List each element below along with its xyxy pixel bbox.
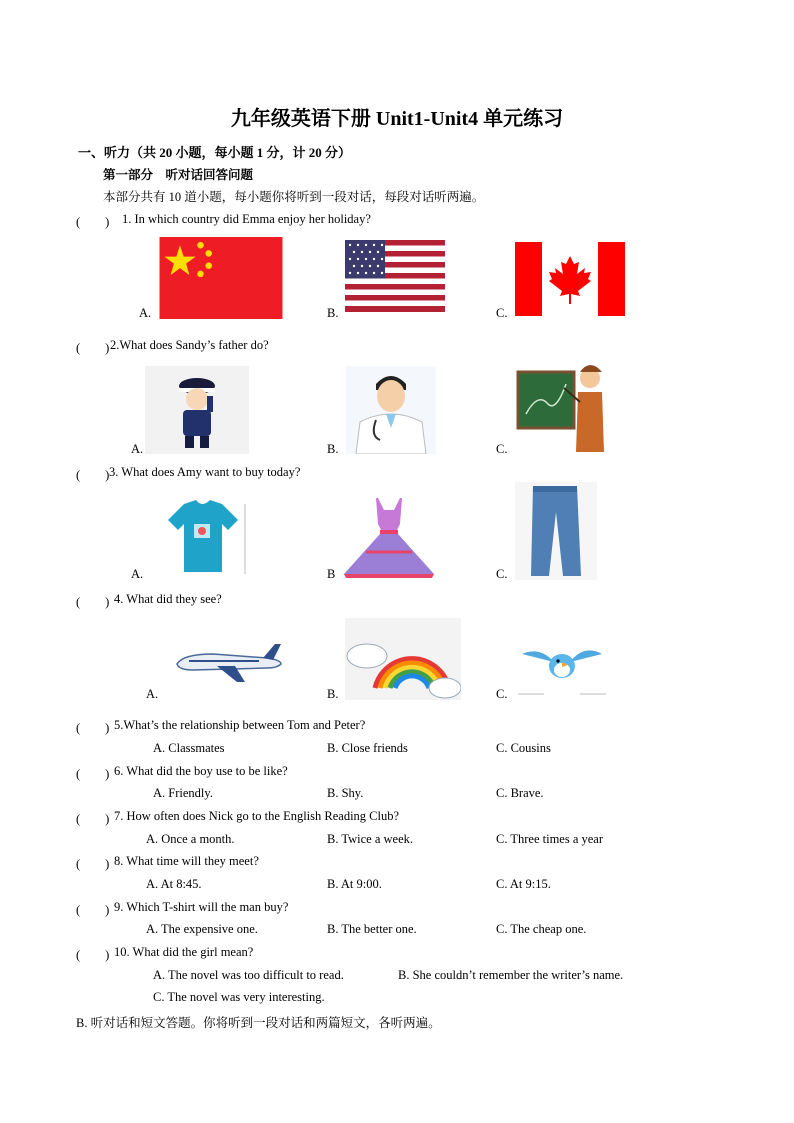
option-a-label[interactable]: A.	[131, 442, 144, 456]
teacher-image	[516, 352, 608, 454]
answer-blank[interactable]: ( )	[76, 857, 110, 871]
option-c-label[interactable]: C.	[496, 306, 508, 320]
option-b[interactable]: B. Shy.	[327, 786, 364, 800]
answer-blank[interactable]: ( )	[76, 721, 110, 735]
question-5: 5.What’s the relationship between Tom and Peter?	[114, 718, 366, 732]
option-a[interactable]: A. The novel was too difficult to read.	[153, 968, 344, 982]
section-heading: 一、听力（共 20 小题，每小题 1 分，计 20 分）	[78, 145, 352, 160]
option-a[interactable]: A. At 8:45.	[146, 877, 202, 891]
question-7: 7. How often does Nick go to the English Reading Club?	[114, 809, 400, 823]
answer-blank[interactable]: ( )	[76, 341, 110, 355]
page-title: 九年级英语下册 Unit1-Unit4 单元练习	[230, 108, 564, 130]
doctor-image	[346, 366, 436, 454]
option-b[interactable]: B. Close friends	[327, 741, 408, 755]
question-9: 9. Which T-shirt will the man buy?	[114, 900, 289, 914]
option-a[interactable]: A. The expensive one.	[146, 922, 258, 936]
rainbow-image	[345, 618, 461, 700]
canada-flag-image	[515, 242, 625, 316]
part-title: 第一部分 听对话回答问题	[103, 168, 254, 182]
option-b[interactable]: B. Twice a week.	[327, 832, 414, 846]
answer-blank[interactable]: ( )	[76, 215, 110, 229]
answer-blank[interactable]: ( )	[76, 948, 110, 962]
question-2: 2.What does Sandy’s father do?	[110, 338, 269, 352]
option-c[interactable]: C. Brave.	[496, 786, 544, 800]
question-1: 1. In which country did Emma enjoy her holiday?	[122, 212, 371, 226]
option-a-label[interactable]: A.	[131, 567, 144, 581]
option-b-label[interactable]: B.	[327, 442, 339, 456]
option-a[interactable]: A. Friendly.	[153, 786, 213, 800]
jeans-image	[515, 482, 597, 580]
part-instructions: 本部分共有 10 道小题，每小题你将听到一段对话，每段对话听两遍。	[103, 190, 485, 204]
question-8: 8. What time will they meet?	[114, 854, 259, 868]
answer-blank[interactable]: ( )	[76, 903, 110, 917]
option-b-label[interactable]: B	[327, 567, 336, 581]
airplane-image	[173, 640, 285, 684]
bird-image	[516, 632, 608, 696]
t-shirt-image	[164, 498, 248, 578]
option-b[interactable]: B. She couldn’t remember the writer’s name.	[398, 968, 624, 982]
answer-blank[interactable]: ( )	[76, 468, 110, 482]
part-b-heading: B. 听对话和短文答题。你将听到一段对话和两篇短文，各听两遍。	[76, 1016, 441, 1030]
option-b[interactable]: B. At 9:00.	[327, 877, 382, 891]
option-a-label[interactable]: A.	[146, 687, 159, 701]
option-c[interactable]: C. The cheap one.	[496, 922, 587, 936]
option-b-label[interactable]: B.	[327, 306, 339, 320]
option-a-label[interactable]: A.	[139, 306, 152, 320]
option-a[interactable]: A. Classmates	[153, 741, 225, 755]
question-3: 3. What does Amy want to buy today?	[109, 465, 301, 479]
answer-blank[interactable]: ( )	[76, 595, 110, 609]
option-b-label[interactable]: B.	[327, 687, 339, 701]
dress-image	[336, 496, 442, 580]
option-c-label[interactable]: C.	[496, 687, 508, 701]
option-a[interactable]: A. Once a month.	[146, 832, 235, 846]
option-c-label[interactable]: C.	[496, 442, 508, 456]
usa-flag-image	[345, 240, 445, 312]
china-flag-image	[159, 237, 283, 319]
option-c[interactable]: C. Cousins	[496, 741, 551, 755]
question-10: 10. What did the girl mean?	[114, 945, 254, 959]
answer-blank[interactable]: ( )	[76, 767, 110, 781]
option-c[interactable]: C. Three times a year	[496, 832, 604, 846]
option-c[interactable]: C. At 9:15.	[496, 877, 551, 891]
police-officer-image	[145, 366, 249, 454]
answer-blank[interactable]: ( )	[76, 812, 110, 826]
question-6: 6. What did the boy use to be like?	[114, 764, 288, 778]
option-c[interactable]: C. The novel was very interesting.	[153, 990, 325, 1004]
option-c-label[interactable]: C.	[496, 567, 508, 581]
question-4: 4. What did they see?	[114, 592, 222, 606]
option-b[interactable]: B. The better one.	[327, 922, 417, 936]
